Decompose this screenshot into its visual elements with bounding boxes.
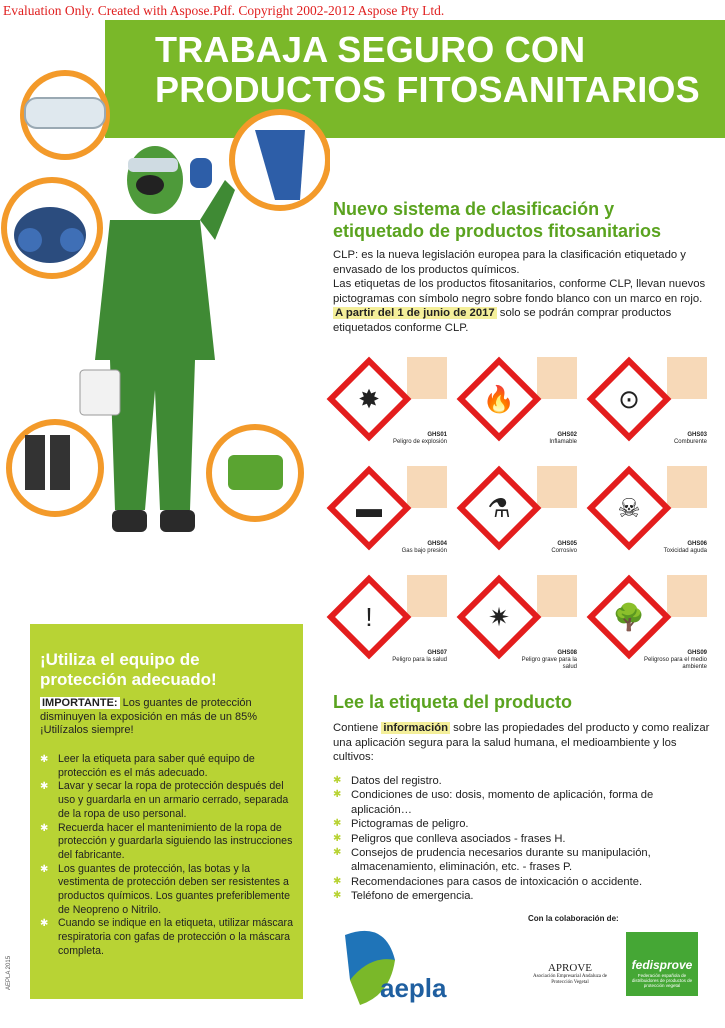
- label-section-title: Lee la etiqueta del producto: [333, 692, 573, 712]
- collaboration-label: Con la colaboración de:: [528, 914, 619, 923]
- title-line-1: TRABAJA SEGURO CON: [155, 29, 586, 70]
- ghs-pictogram-ghs08: [455, 575, 585, 675]
- equipment-list: [40, 753, 300, 959]
- corrosion-icon: ⚗: [487, 493, 511, 523]
- list-item: ✱ Recomendaciones para casos de intoxicación o accidente.: [333, 875, 713, 889]
- ghs-pictogram-ghs02: [455, 357, 585, 457]
- pictogram-background: [667, 466, 707, 508]
- pictogram-code: GHS05: [557, 541, 577, 547]
- explosion-icon: ✸: [358, 384, 380, 414]
- label-contents-list: [333, 774, 713, 904]
- ghs-pictogram-ghs01: [325, 357, 455, 457]
- list-item: ✱ Datos del registro.: [333, 774, 713, 788]
- list-item: ✱ Leer la etiqueta para saber qué equipo de protección es el más adecuado.: [40, 753, 300, 780]
- list-item: ✱ Pictogramas de peligro.: [333, 817, 713, 831]
- watermark-text: Evaluation Only. Created with Aspose.Pdf. Copyright 2002-2012 Aspose Pty Ltd.: [3, 3, 445, 18]
- pictogram-background: [537, 357, 577, 399]
- pictogram-description: Comburente: [673, 439, 707, 445]
- flame-icon: 🔥: [482, 384, 516, 414]
- pictogram-code: GHS02: [557, 432, 577, 438]
- pictogram-description: Peligroso para el medio ambiente: [643, 657, 707, 670]
- ghs-pictogram-ghs06: [585, 466, 715, 566]
- worker-illustration: [0, 70, 330, 630]
- list-item: ✱ Recuerda hacer el mantenimiento de la ropa de protección y guardarla siguiendo las instrucciones del fabricante.: [40, 822, 300, 863]
- pictogram-background: [667, 575, 707, 617]
- equipment-title: ¡Utiliza el equipo de protección adecuado!: [40, 650, 217, 689]
- health-hazard-icon: ✷: [488, 602, 510, 632]
- exclamation-icon: !: [365, 602, 373, 632]
- aepla-logo: [330, 925, 470, 1010]
- goggles-icon: [23, 73, 107, 157]
- gas-cylinder-icon: ▬: [356, 493, 382, 523]
- boots-icon: [9, 422, 101, 514]
- list-item: ✱ Cuando se indique en la etiqueta, utilizar máscara respiratoria con gafas de protección o la máscara completa.: [40, 917, 300, 958]
- pictogram-code: GHS03: [687, 432, 707, 438]
- skull-icon: ☠: [617, 493, 641, 523]
- list-item: ✱ Condiciones de uso: dosis, momento de aplicación, forma de aplicación…: [333, 788, 713, 817]
- pictogram-background: [537, 575, 577, 617]
- pictogram-background: [537, 466, 577, 508]
- ghs-pictogram-ghs09: [585, 575, 715, 675]
- pictogram-background: [407, 575, 447, 617]
- pictogram-background: [407, 357, 447, 399]
- pictogram-code: GHS06: [687, 541, 707, 547]
- ghs-pictogram-ghs03: [585, 357, 715, 457]
- gloves-icon: [232, 112, 328, 208]
- pictogram-code: GHS07: [427, 650, 447, 656]
- aepla-wordmark: aepla: [380, 973, 447, 1003]
- copyright-side-text: AEPLA 2015: [6, 955, 12, 990]
- pictogram-description: Gas bajo presión: [401, 548, 447, 554]
- pictogram-description: Peligro de explosión: [392, 439, 447, 445]
- ghs-pictogram-ghs05: [455, 466, 585, 566]
- pictogram-code: GHS09: [687, 650, 707, 656]
- clp-description: CLP: es la nueva legislación europea para la clasificación etiquetado y envasado de los productos químicos. Las etiquetas de los productos fitosanitarios, conforme CLP, llevan nuevos pictogramas con símbolo negro sobre fondo blanco con un marco en rojo. A partir del 1 de junio de 2017 solo se podrán comprar productos etiquetados conforme CLP.: [333, 249, 706, 334]
- pictogram-code: GHS04: [427, 541, 447, 547]
- environment-icon: 🌳: [612, 602, 646, 632]
- pictogram-description: Toxicidad aguda: [663, 548, 707, 554]
- ghs-pictogram-ghs04: [325, 466, 455, 566]
- pictogram-description: Corrosivo: [551, 548, 577, 554]
- pictogram-description: Peligro grave para la salud: [521, 657, 577, 670]
- pictogram-description: Inflamable: [549, 439, 577, 445]
- pictogram-code: GHS01: [427, 432, 447, 438]
- pictogram-code: GHS08: [557, 650, 577, 656]
- list-item: ✱ Consejos de prudencia necesarios durante su manipulación, almacenamiento, eliminación, etc. - frases P.: [333, 846, 713, 875]
- coverall-icon: [209, 427, 301, 519]
- aprove-logo: APROVE Asociación Empresarial Andaluza de Protección Vegetal: [533, 962, 607, 985]
- fedisprove-logo: fedisprove Federación española de distribuidores de productos de protección vegetal: [626, 932, 698, 996]
- pictogram-background: [407, 466, 447, 508]
- list-item: ✱ Lavar y secar la ropa de protección después del uso y guardarla en un armario cerrado, separada de la ropa de uso personal.: [40, 780, 300, 821]
- clp-date-highlight: A partir del 1 de junio de 2017: [335, 307, 495, 319]
- title-line-2: PRODUCTOS FITOSANITARIOS: [155, 69, 700, 110]
- pictogram-description: Peligro para la salud: [392, 657, 447, 663]
- important-note: IMPORTANTE: Los guantes de protección disminuyen la exposición en más de un 85% ¡Utilízalos siempre!: [40, 697, 258, 736]
- ghs-pictogram-ghs07: [325, 575, 455, 675]
- list-item: ✱ Peligros que conlleva asociados - frases H.: [333, 832, 713, 846]
- label-intro: Contiene información sobre las propiedades del producto y como realizar una aplicación segura para la salud humana, el medioambiente y los cultivos:: [333, 722, 710, 763]
- pictogram-background: [667, 357, 707, 399]
- flame-over-circle-icon: ⊙: [618, 384, 640, 414]
- clp-section-title: Nuevo sistema de clasificación y etiquetado de productos fitosanitarios: [333, 199, 662, 241]
- respirator-icon: [4, 180, 100, 276]
- list-item: ✱ Los guantes de protección, las botas y la vestimenta de protección deben ser resistentes a productos químicos. Los guantes preferiblemente de Neopreno o Nitrilo.: [40, 863, 300, 918]
- list-item: ✱ Teléfono de emergencia.: [333, 889, 713, 903]
